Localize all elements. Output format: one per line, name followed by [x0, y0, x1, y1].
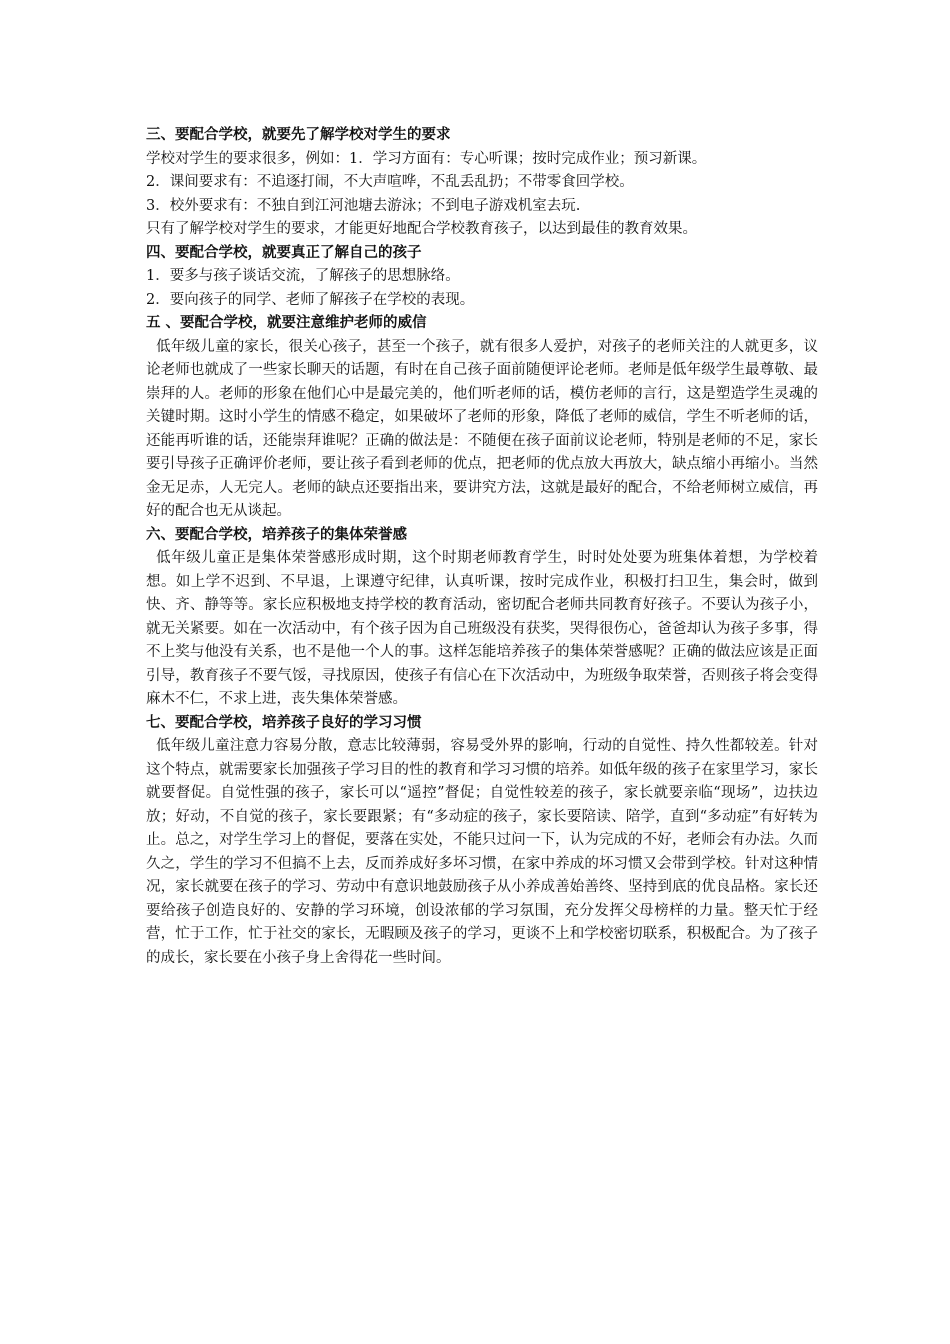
section-six — [146, 524, 822, 712]
section-three — [146, 124, 822, 242]
text-line: 1．要多与孩子谈话交流，了解孩子的思想脉络。 — [146, 268, 460, 284]
section-heading: 七、要配合学校，培养孩子良好的学习习惯 — [146, 714, 422, 731]
text-line: 学校对学生的要求很多，例如：1．学习方面有：专心听课；按时完成作业；预习新课。 — [146, 150, 707, 167]
section-seven — [146, 712, 822, 971]
document-page — [146, 124, 822, 970]
section-heading: 三、要配合学校，就要先了解学校对学生的要求 — [146, 127, 451, 143]
section-heading: 五 、要配合学校，就要注意维护老师的威信 — [146, 315, 427, 331]
text-line: 2．要向孩子的同学、老师了解孩子在学校的表现。 — [146, 291, 475, 308]
text-line: 只有了解学校对学生的要求，才能更好地配合学校教育孩子，以达到最佳的教育效果。 — [146, 221, 697, 237]
section-paragraph: 低年级儿童正是集体荣誉感形成时期，这个时期老师教育学生，时时处处要为班集体着想，为学校着想。如上学不迟到、不早退，上课遵守纪律，认真听课，按时完成作业，积极打扫卫生，集会时，做到快、齐、静等等。家长应积极地支持学校的教育活动，密切配合老师共同教育好孩子。不要认为孩子小，就无关紧要。如在一次活动中，有个孩子因为自己班级没有获奖，哭得很伤心，爸爸却认为孩子多事，得不上奖与他没有关系，也不是他一个人的事。这样怎能培养孩子的集体荣誉感呢？正确的做法应该是正面引导，教育孩子不要气馁，寻找原因，使孩子有信心在下次活动中，为班级争取荣誉，否则孩子将会变得麻木不仁，不求上进，丧失集体荣誉感。 — [146, 550, 818, 707]
section-heading: 六、要配合学校，培养孩子的集体荣誉感 — [146, 526, 407, 543]
section-paragraph: 低年级儿童的家长，很关心孩子，甚至一个孩子，就有很多人爱护，对孩子的老师关注的人就更多，议论老师也就成了一些家长聊天的话题，有时在自己孩子面前随便评论老师。老师是低年级学生最尊敬、最崇拜的人。老师的形象在他们心中是最完美的，他们听老师的话，模仿老师的言行，这是塑造学生灵魂的关键时期。这时小学生的情感不稳定，如果破坏了老师的形象，降低了老师的威信，学生不听老师的话，还能再听谁的话，还能崇拜谁呢？正确的做法是：不随便在孩子面前议论老师，特别是老师的不足，家长要引导孩子正确评价老师，要让孩子看到老师的优点，把老师的优点放大再放大，缺点缩小再缩小。当然金无足赤，人无完人。老师的缺点还要指出来，要讲究方法，这就是最好的配合，不给老师树立威信，再好的配合也无从谈起。 — [146, 338, 818, 519]
section-five — [146, 312, 822, 524]
section-heading: 四、要配合学校，就要真正了解自己的孩子 — [146, 244, 422, 261]
text-line: 3．校外要求有：不独自到江河池塘去游泳；不到电子游戏机室去玩. — [146, 197, 581, 214]
section-four — [146, 242, 822, 313]
text-line: 2．课间要求有：不追逐打闹，不大声喧哗，不乱丢乱扔；不带零食回学校。 — [146, 174, 634, 190]
section-paragraph: 低年级儿童注意力容易分散，意志比较薄弱，容易受外界的影响，行动的自觉性、持久性都较差。针对这个特点，就需要家长加强孩子学习目的性的教育和学习习惯的培养。如低年级的孩子在家里学习，家长就要督促。自觉性强的孩子，家长可以“遥控”督促；自觉性较差的孩子，家长就要亲临“现场”，边扶边放；好动，不自觉的孩子，家长要跟紧；有“多动症的孩子，家长要陪读、陪学，直到“多动症”有好转为止。总之，对学生学习上的督促，要落在实处，不能只过问一下，认为完成的不好，老师会有办法。久而久之，学生的学习不但搞不上去，反而养成好多坏习惯，在家中养成的坏习惯又会带到学校。针对这种情况，家长就要在孩子的学习、劳动中有意识地鼓励孩子从小养成善始善终、坚持到底的优良品格。家长还要给孩子创造良好的、安静的学习环境，创设浓郁的学习氛围，充分发挥父母榜样的力量。整天忙于经营，忙于工作，忙于社交的家长，无暇顾及孩子的学习，更谈不上和学校密切联系，积极配合。为了孩子的成长，家长要在小孩子身上舍得花一些时间。 — [146, 738, 818, 966]
